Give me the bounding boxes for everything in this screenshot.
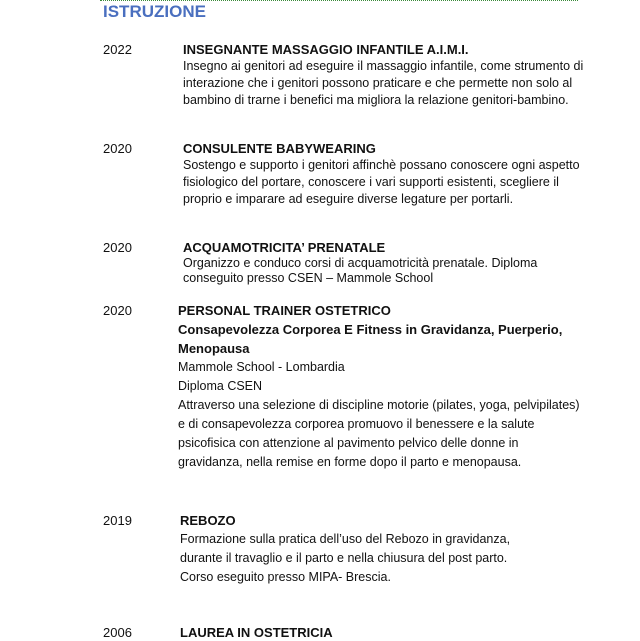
entry	[180, 625, 333, 641]
section-divider	[100, 0, 578, 1]
entry-line: Organizzo e conduco corsi di acquamotricità prenatale. Diploma	[183, 256, 538, 270]
entry-title: REBOZO	[180, 513, 236, 528]
entry-year: 2020	[103, 303, 132, 318]
section-heading: ISTRUZIONE	[103, 2, 206, 21]
entry-title: INSEGNANTE MASSAGGIO INFANTILE A.I.M.I.	[183, 42, 469, 57]
entry-title: LAUREA IN OSTETRICIA	[180, 625, 333, 640]
entry-line: Corso eseguito presso MIPA- Brescia.	[180, 570, 391, 584]
entry-title: CONSULENTE BABYWEARING	[183, 141, 376, 156]
entry	[178, 301, 580, 472]
entry	[180, 511, 510, 587]
entry-line: Attraverso una selezione di discipline motorie (pilates, yoga, pelvipilates)	[178, 398, 580, 412]
entry-line: conseguito presso CSEN – Mammole School	[183, 271, 434, 285]
entry	[183, 42, 583, 109]
entry-line: Insegno ai genitori ad eseguire il massaggio infantile, come strumento di	[183, 59, 584, 73]
entry-line: interazione che i genitori possono praticare e che permette non solo al	[183, 76, 573, 90]
entry-year: 2020	[103, 240, 132, 255]
entry-subtitle: Consapevolezza Corporea E Fitness in Gravidanza, Puerperio,	[178, 322, 563, 337]
entry-year: 2006	[103, 625, 132, 640]
entry-year: 2022	[103, 42, 132, 57]
entry-year: 2020	[103, 141, 132, 156]
entry	[183, 141, 580, 208]
entry-line: Sostengo e supporto i genitori affinchè possano conoscere ogni aspetto	[183, 158, 580, 172]
entry-line: e di consapevolezza corporea promuovo il benessere e la salute	[178, 417, 535, 431]
entry-title: ACQUAMOTRICITA’ PRENATALE	[183, 240, 386, 255]
entry-line: Formazione sulla pratica dell’uso del Rebozo in gravidanza,	[180, 532, 511, 546]
entry-line: bambino di trarne i benefici ma migliora la relazione genitori-bambino.	[183, 93, 569, 107]
entry-line: durante il travaglio e il parto e nella chiusura del post parto.	[180, 551, 508, 565]
entry-line: Diploma CSEN	[178, 379, 263, 393]
entry-subtitle: Menopausa	[178, 341, 250, 356]
entry-line: fisiologico del portare, conoscere i vari supporti esistenti, scegliere il	[183, 175, 559, 189]
entry-line: psicofisica con attenzione al pavimento pelvico delle donne in	[178, 436, 519, 450]
entry-line: Mammole School - Lombardia	[178, 360, 345, 374]
entry-line: gravidanza, nella remise en forme dopo il parto e menopausa.	[178, 455, 522, 469]
entry-title: PERSONAL TRAINER OSTETRICO	[178, 303, 391, 318]
entry-year: 2019	[103, 513, 132, 528]
entry-line: proprio e imparare ad eseguire diverse legature per portarli.	[183, 192, 514, 206]
entry	[183, 240, 537, 286]
